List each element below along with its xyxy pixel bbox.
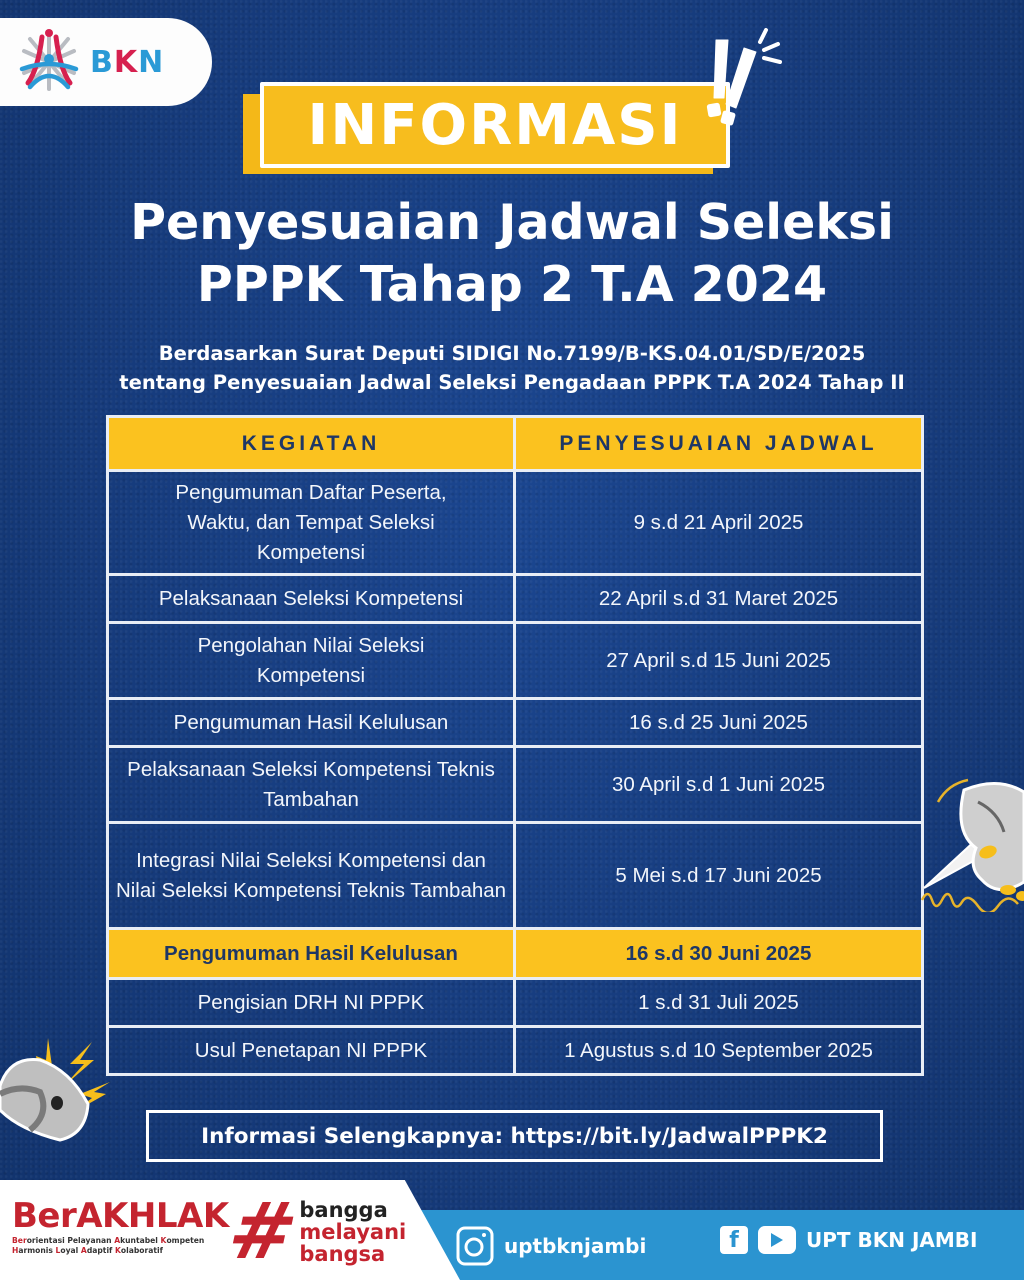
facebook-youtube-link[interactable]: [720, 1226, 977, 1254]
table-row-highlighted: [108, 929, 923, 979]
channel-name: UPT BKN JAMBI: [806, 1228, 978, 1252]
table-row: [108, 699, 923, 747]
schedule-cell: 1 s.d 31 Juli 2025: [515, 979, 923, 1027]
schedule-cell: 27 April s.d 15 Juni 2025: [515, 623, 923, 699]
banner-label: INFORMASI: [307, 92, 683, 158]
table-row: [108, 747, 923, 823]
activity-cell: Pengisian DRH NI PPPK: [108, 979, 515, 1027]
schedule-table: [106, 415, 924, 1076]
banner-box: [260, 82, 730, 168]
reference-letter: [0, 339, 1024, 397]
instagram-icon: [456, 1226, 494, 1266]
title-line-1: Penyesuaian Jadwal Seleksi: [130, 194, 894, 251]
bangga-melayani-bangsa-logo: [220, 1187, 407, 1277]
subtitle-line-2: tentang Penyesuaian Jadwal Seleksi Pengadaan PPPK T.A 2024 Tahap II: [119, 371, 905, 394]
exclamation-icon: [700, 28, 790, 128]
megaphone-icon: [0, 1034, 118, 1142]
table-row: [108, 623, 923, 699]
table-header-row: [108, 417, 923, 471]
informasi-banner: [243, 82, 743, 174]
table-row: [108, 823, 923, 929]
bkn-logo: [0, 18, 212, 106]
schedule-cell: 16 s.d 30 Juni 2025: [515, 929, 923, 979]
schedule-cell: 5 Mei s.d 17 Juni 2025: [515, 823, 923, 929]
title-line-2: PPPK Tahap 2 T.A 2024: [196, 256, 828, 313]
more-info-label: Informasi Selengkapnya: https://bit.ly/JadwalPPPK2: [201, 1123, 828, 1149]
hashtag-icon: #: [220, 1187, 305, 1277]
header-kegiatan: KEGIATAN: [108, 417, 515, 471]
activity-cell: Pengumuman Hasil Kelulusan: [108, 929, 515, 979]
schedule-cell: 22 April s.d 31 Maret 2025: [515, 575, 923, 623]
table-row: [108, 471, 923, 575]
berakhlak-logo: [12, 1196, 229, 1256]
table-row: [108, 575, 923, 623]
bangga-slogan: bangga melayani bangsa: [299, 1198, 407, 1266]
berakhlak-tagline: Berorientasi Pelayanan Akuntabel Kompeten Harmonis Loyal Adaptif Kolaboratif: [12, 1236, 205, 1255]
activity-cell: Usul Penetapan NI PPPK: [108, 1027, 515, 1075]
table-row: [108, 979, 923, 1027]
facebook-icon: f: [720, 1226, 748, 1254]
bkn-wordmark: BKN: [90, 44, 165, 80]
bkn-emblem-icon: [16, 29, 82, 95]
activity-cell: Pelaksanaan Seleksi Kompetensi Teknis Tambahan: [108, 747, 515, 823]
schedule-cell: 9 s.d 21 April 2025: [515, 471, 923, 575]
instagram-handle: uptbknjambi: [504, 1234, 647, 1258]
page-title: [0, 192, 1024, 316]
subtitle-line-1: Berdasarkan Surat Deputi SIDIGI No.7199/B-KS.04.01/SD/E/2025: [158, 342, 866, 365]
hand-pen-illustration-icon: [918, 772, 1024, 912]
instagram-link[interactable]: [456, 1226, 646, 1266]
activity-cell: Pengumuman Daftar Peserta, Waktu, dan Tempat Seleksi Kompetensi: [108, 471, 515, 575]
youtube-icon: [758, 1226, 796, 1254]
activity-cell: Pelaksanaan Seleksi Kompetensi: [108, 575, 515, 623]
activity-cell: Pengumuman Hasil Kelulusan: [108, 699, 515, 747]
berakhlak-wordmark: BerAKHLAK: [12, 1196, 229, 1236]
header-jadwal: PENYESUAIAN JADWAL: [515, 417, 923, 471]
activity-cell: Pengolahan Nilai Seleksi Kompetensi: [108, 623, 515, 699]
activity-cell: Integrasi Nilai Seleksi Kompetensi dan Nilai Seleksi Kompetensi Teknis Tambahan: [108, 823, 515, 929]
schedule-cell: 1 Agustus s.d 10 September 2025: [515, 1027, 923, 1075]
schedule-cell: 16 s.d 25 Juni 2025: [515, 699, 923, 747]
table-row: [108, 1027, 923, 1075]
schedule-cell: 30 April s.d 1 Juni 2025: [515, 747, 923, 823]
more-info-link[interactable]: [146, 1110, 883, 1162]
